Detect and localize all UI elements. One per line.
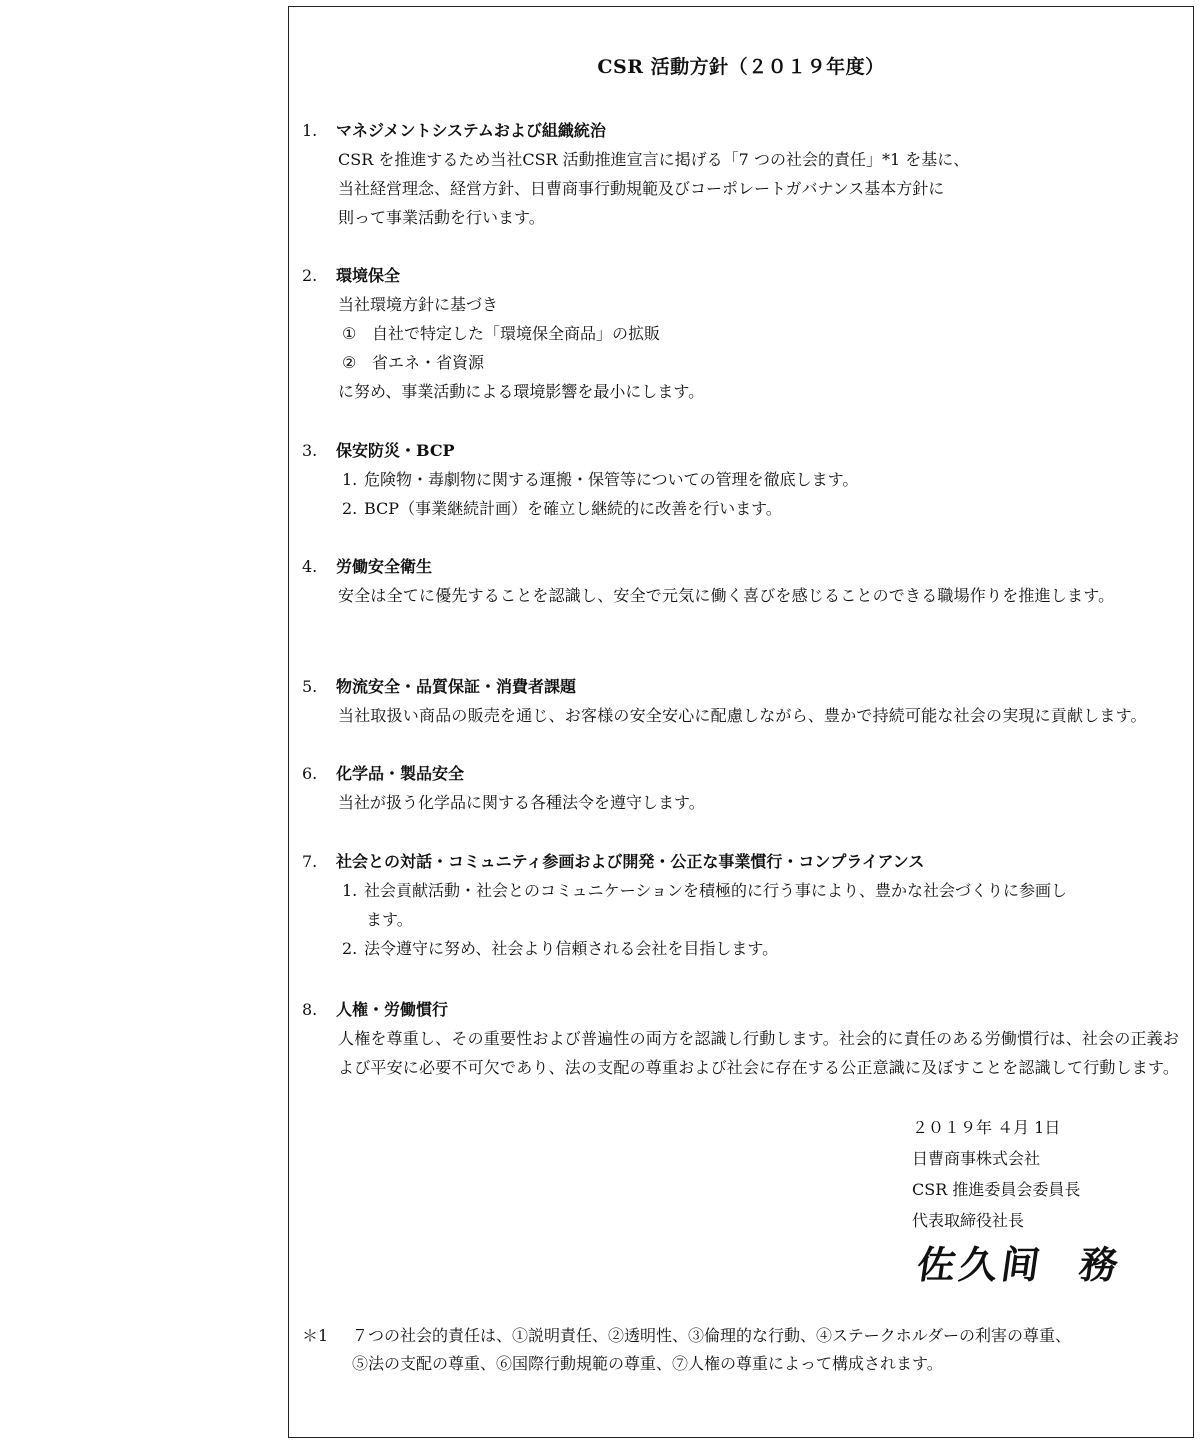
section-number: 8.	[302, 1000, 318, 1019]
body-line: 則って事業活動を行います。	[338, 208, 545, 227]
section-number: 2.	[302, 266, 318, 285]
list-item	[302, 319, 1186, 348]
signature-block	[912, 1112, 1080, 1236]
section-2	[302, 262, 1186, 406]
section-title: 保安防災・BCP	[336, 441, 455, 460]
section-4	[302, 553, 1186, 610]
company-name: 日曹商事株式会社	[912, 1149, 1041, 1168]
section-title: マネジメントシステムおよび組織統治	[336, 121, 606, 140]
list-text: 社会貢献活動・社会とのコミュニケーションを積極的に行う事により、豊かな社会づくりに参画し	[364, 881, 1068, 900]
footnote-marker: ＊1	[302, 1326, 329, 1345]
section-heading	[302, 437, 1186, 465]
list-marker: ①	[342, 324, 357, 343]
signer-title: 代表取締役社長	[912, 1211, 1025, 1230]
section-title: 環境保全	[336, 266, 401, 285]
footnote-line	[302, 1322, 1186, 1350]
list-item	[302, 934, 1186, 963]
list-text: 省エネ・省資源	[372, 353, 485, 372]
list-item	[302, 876, 1186, 905]
list-item-continuation: ます。	[366, 910, 413, 929]
body-paragraph: 当社取扱い商品の販売を通じ、お客様の安全安心に配慮しながら、豊かで持続可能な社会の実現に貢献します。	[338, 706, 1147, 725]
list-item	[302, 494, 1186, 523]
signature-family-name: 佐久间	[914, 1242, 1047, 1287]
list-marker: 2.	[342, 939, 358, 958]
section-number: 6.	[302, 764, 318, 783]
section-title: 人権・労働慣行	[336, 1000, 449, 1019]
section-number: 5.	[302, 677, 318, 696]
list-text: 法令遵守に努め、社会より信頼される会社を目指します。	[364, 939, 779, 958]
list-item	[302, 348, 1186, 377]
footnote	[302, 1322, 1186, 1378]
section-5	[302, 673, 1186, 730]
section-heading	[302, 996, 1186, 1024]
body-line: 当社環境方針に基づき	[338, 295, 499, 314]
footnote-continuation: ⑤法の支配の尊重、⑥国際行動規範の尊重、⑦人権の尊重によって構成されます。	[352, 1354, 943, 1373]
section-6	[302, 760, 1186, 817]
section-number: 1.	[302, 121, 318, 140]
section-heading	[302, 848, 1186, 876]
section-title: 社会との対話・コミュニティ参画および開発・公正な事業慣行・コンプライアンス	[336, 852, 925, 871]
section-heading	[302, 262, 1186, 290]
list-marker: 2.	[342, 499, 358, 518]
handwritten-signature	[914, 1234, 1126, 1289]
list-text: BCP（事業継続計画）を確立し継続的に改善を行います。	[364, 499, 782, 518]
section-heading	[302, 117, 1186, 145]
list-item	[302, 465, 1186, 494]
list-marker: ②	[342, 353, 357, 372]
section-title: 化学品・製品安全	[336, 764, 465, 783]
body-paragraph: 安全は全てに優先することを認識し、安全で元気に働く喜びを感じることのできる職場作りを推進します。	[338, 586, 1115, 605]
list-marker: 1.	[342, 470, 358, 489]
committee-title: CSR 推進委員会委員長	[912, 1180, 1081, 1199]
list-text: 自社で特定した「環境保全商品」の拡販	[372, 324, 661, 343]
body-line: CSR を推進するため当社CSR 活動推進宣言に掲げる「7 つの社会的責任」*1 を基に、	[338, 150, 970, 169]
body-paragraph: 人権を尊重し、その重要性および普遍性の両方を認識し行動します。社会的に責任のある労働慣行は、社会の正義および平安に必要不可欠であり、法の支配の尊重および社会に存在する公正意識に及ぼすことを認識して行動します。	[338, 1029, 1180, 1077]
document-title: CSR 活動方針（２０１９年度）	[597, 56, 885, 78]
signature-given-name: 務	[1076, 1242, 1125, 1287]
section-number: 4.	[302, 557, 318, 576]
section-heading	[302, 673, 1186, 701]
section-title: 物流安全・品質保証・消費者課題	[336, 677, 577, 696]
section-title: 労働安全衛生	[336, 557, 433, 576]
section-number: 7.	[302, 852, 318, 871]
list-text: 危険物・毒劇物に関する運搬・保管等についての管理を徹底します。	[364, 470, 859, 489]
section-number: 3.	[302, 441, 318, 460]
section-1	[302, 117, 1186, 232]
section-heading	[302, 760, 1186, 788]
body-line: に努め、事業活動による環境影響を最小にします。	[338, 382, 705, 401]
footnote-text: ７つの社会的責任は、①説明責任、②透明性、③倫理的な行動、④ステークホルダーの利害の尊重、	[352, 1326, 1072, 1345]
section-7	[302, 848, 1186, 963]
body-line: 当社経営理念、経営方針、日曹商事行動規範及びコーポレートガバナンス基本方針に	[338, 179, 945, 198]
section-3	[302, 437, 1186, 523]
section-8	[302, 996, 1186, 1082]
list-marker: 1.	[342, 881, 358, 900]
section-heading	[302, 553, 1186, 581]
body-line: 当社が扱う化学品に関する各種法令を遵守します。	[338, 793, 705, 812]
issue-date: ２０１９年 ４月 1日	[912, 1118, 1061, 1137]
